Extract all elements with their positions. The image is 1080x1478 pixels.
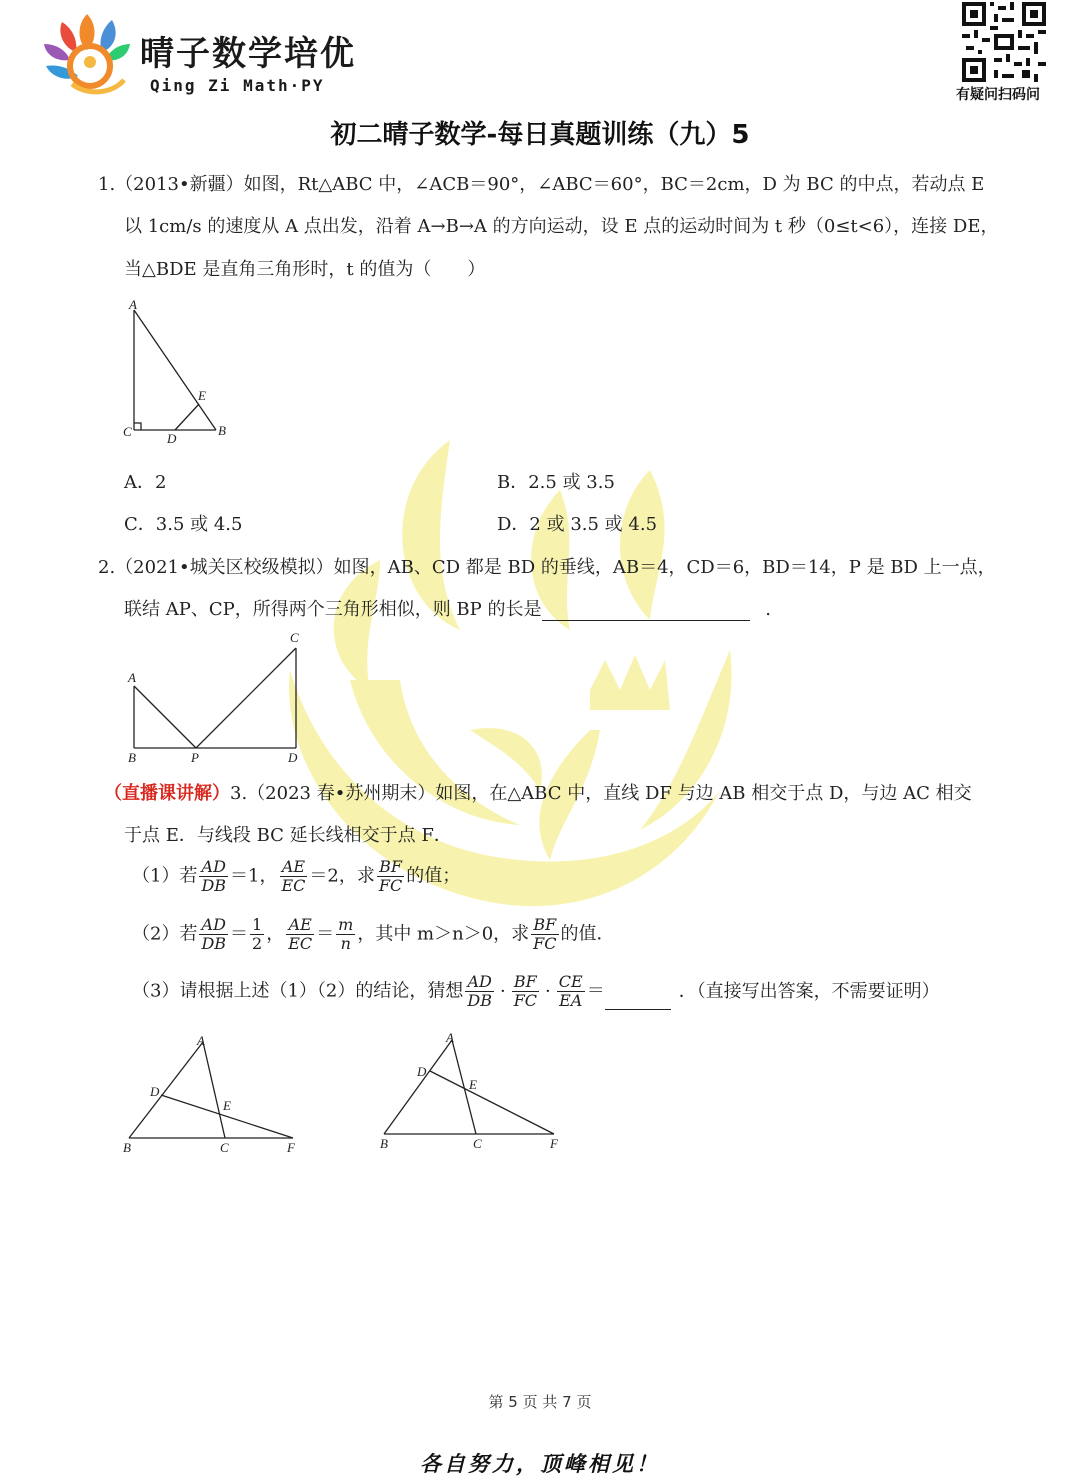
frac-ad-db: $\frac{AD}{DB}$: [201, 857, 227, 895]
q3-right-label-c: C: [473, 1136, 482, 1151]
frac-ad-db-2: $\frac{AD}{DB}$: [201, 915, 227, 953]
page-number: 第 5 页 共 7 页: [488, 1393, 592, 1411]
q2-label-p: P: [191, 750, 199, 765]
page-title: 初二晴子数学-每日真题训练（九）5: [330, 120, 750, 150]
q3-figure-right: [370, 1026, 570, 1156]
q3-answer-blank[interactable]: [605, 989, 671, 1010]
q1-line3: 当△BDE 是直角三角形时，t 的值为（ ）: [124, 259, 486, 280]
q3-part2: （2）若 $\frac{AD}{DB}$ ＝ $\frac{1}{2}$ ， $\frac{AE}{EC}$ ＝ $\frac{m}{n}$ ，其中 m＞n＞0，求 $\frac{BF}{FC}$ 的值．: [132, 915, 615, 953]
frac-bf-fc: $\frac{BF}{FC}$: [378, 857, 403, 895]
q2-label-d: D: [288, 750, 298, 765]
q2-line2: [124, 595, 771, 621]
q1-line2: 以 1cm/s 的速度从 A 点出发，沿着 A→B→A 的方向运动，设 E 点的运动时间为 t 秒（0≤t<6），连接 DE，: [124, 216, 999, 237]
q3-left-label-c: C: [220, 1140, 229, 1155]
q3-left-label-d: D: [150, 1084, 160, 1099]
q1-option-d[interactable]: D．2 或 3.5 或 4.5: [497, 514, 658, 535]
frac-ad-db-3: $\frac{AD}{DB}$: [467, 972, 492, 1010]
q1-label-d: D: [167, 431, 177, 446]
q1-label-a: A: [129, 297, 137, 312]
q3-left-label-e: E: [223, 1098, 231, 1113]
q3-figure-left: [115, 1030, 315, 1160]
frac-m-n: $\frac{m}{n}$: [338, 915, 354, 953]
q2-line1: 2.（2021•城关区校级模拟）如图，AB、CD 都是 BD 的垂线，AB＝4，CD＝6，BD＝14，P 是 BD 上一点，: [98, 557, 996, 578]
brand-name: 晴子数学培优: [140, 34, 356, 74]
frac-ae-ec: $\frac{AE}{EC}$: [281, 857, 306, 895]
q3-right-label-a: A: [446, 1030, 454, 1045]
q1-option-a[interactable]: A．2: [124, 472, 167, 493]
q3-right-label-b: B: [380, 1136, 388, 1151]
q3-part1: （1）若 $\frac{AD}{DB}$ ＝1， $\frac{AE}{EC}$ ＝2，求 $\frac{BF}{FC}$ 的值；: [132, 857, 461, 895]
brand-logo-icon: [32, 4, 142, 100]
q3-line1: [104, 779, 972, 805]
frac-ae-ec-2: $\frac{AE}{EC}$: [288, 915, 313, 953]
frac-ce-ea: $\frac{CE}{EA}$: [558, 972, 583, 1010]
q3-line1-text: 3.（2023 春•苏州期末）如图，在△ABC 中，直线 DF 与边 AB 相交于点 D，与边 AC 相交: [230, 783, 972, 804]
frac-one-half: $\frac{1}{2}$: [252, 915, 263, 953]
q2-label-b: B: [128, 750, 136, 765]
q1-label-e: E: [198, 388, 206, 403]
frac-bf-fc-2: $\frac{BF}{FC}$: [533, 915, 557, 953]
q1-option-b[interactable]: B．2.5 或 3.5: [497, 472, 615, 493]
q3-line2: 于点 E．与线段 BC 延长线相交于点 F．: [124, 825, 452, 846]
q2-line2-text: 联结 AP、CP，所得两个三角形相似，则 BP 的长是: [124, 599, 542, 620]
q1-label-b: B: [218, 423, 226, 438]
q2-label-c: C: [290, 630, 299, 645]
q1-label-c: C: [123, 424, 132, 439]
footer-motto: 各自努力，顶峰相见！: [420, 1451, 660, 1476]
qr-code-icon[interactable]: [962, 2, 1046, 82]
q1-line1: 1.（2013•新疆）如图，Rt△ABC 中，∠ACB＝90°，∠ABC＝60°，BC＝2cm，D 为 BC 的中点，若动点 E: [98, 174, 985, 195]
q3-part3: （3）请根据上述（1）（2）的结论，猜想 $\frac{AD}{DB}$ · $\frac{BF}{FC}$ · $\frac{CE}{EA}$ ＝ ．（直接写出答案，不需要证明）: [132, 972, 940, 1010]
q2-label-a: A: [128, 670, 136, 685]
q3-left-label-f: F: [287, 1140, 295, 1155]
q3-right-label-f: F: [550, 1136, 558, 1151]
q3-tag: （直播课讲解）: [104, 783, 230, 804]
q2-figure: [118, 628, 313, 768]
q3-left-label-b: B: [123, 1140, 131, 1155]
q3-right-label-d: D: [417, 1064, 427, 1079]
qr-caption: 有疑问扫码问: [956, 87, 1040, 103]
q3-right-label-e: E: [469, 1077, 477, 1092]
q2-answer-blank[interactable]: [542, 600, 750, 621]
q1-figure: [115, 296, 240, 446]
q3-left-label-a: A: [197, 1033, 205, 1048]
brand-name-en: Qing Zi Math·PY: [150, 76, 325, 95]
frac-bf-fc-3: $\frac{BF}{FC}$: [513, 972, 538, 1010]
q2-line2-end: .: [765, 599, 771, 620]
q1-option-c[interactable]: C．3.5 或 4.5: [124, 514, 243, 535]
